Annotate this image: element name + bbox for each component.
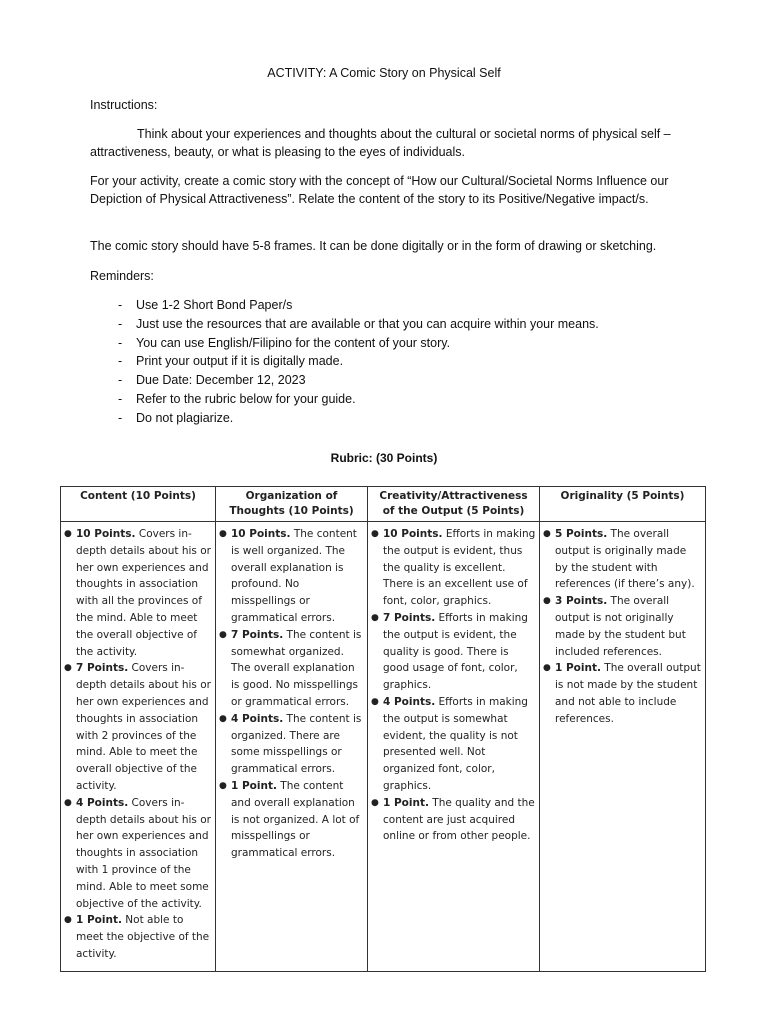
bullet-icon: ● bbox=[371, 529, 379, 539]
reminder-item: - You can use English/Filipino for the content of your story. bbox=[118, 335, 451, 350]
reminder-item: - Use 1-2 Short Bond Paper/s bbox=[118, 298, 293, 312]
criterion-item: ● 5 Points. The overall output is originally made by the student with references (if there’s any). bbox=[543, 526, 702, 593]
bullet-icon: ● bbox=[64, 529, 72, 539]
reminder-item: - Due Date: December 12, 2023 bbox=[118, 373, 306, 388]
criterion-item: ● 7 Points. The content is somewhat organized. The overall explanation is good. No misspellings or grammatical errors. bbox=[219, 627, 364, 711]
bullet-icon: ● bbox=[219, 713, 227, 724]
content-criteria-cell bbox=[61, 522, 216, 972]
column-header-creativity: Creativity/Attractiveness of the Output (5 Points) bbox=[368, 487, 540, 522]
reminders-list bbox=[118, 296, 599, 428]
bullet-icon: ● bbox=[219, 529, 227, 539]
bullet-icon: ● bbox=[219, 629, 227, 640]
criterion-item: ● 1 Point. The quality and the content are just acquired online or from other people. bbox=[371, 795, 536, 845]
criterion-item: ● 1 Point. The overall output is not made by the student and not able to include references. bbox=[543, 660, 702, 727]
rubric-criteria-row bbox=[61, 522, 706, 972]
document-title: ACTIVITY: A Comic Story on Physical Self bbox=[267, 66, 501, 80]
creativity-criteria-cell bbox=[368, 522, 540, 972]
bullet-icon: ● bbox=[219, 780, 227, 791]
instructions-label: Instructions: bbox=[90, 98, 158, 112]
column-header-originality: Originality (5 Points) bbox=[540, 487, 706, 522]
rubric-header-row bbox=[61, 487, 706, 522]
criterion-item: ● 4 Points. Efforts in making the output is somewhat evident, the quality is not presented well. Not organized font, color, graphics. bbox=[371, 694, 536, 795]
column-header-organization: Organization of Thoughts (10 Points) bbox=[216, 487, 368, 522]
reminders-label: Reminders: bbox=[90, 269, 154, 283]
reminder-item: - Refer to the rubric below for your guide. bbox=[118, 391, 356, 406]
bullet-icon: ● bbox=[543, 596, 551, 607]
column-header-content: Content (10 Points) bbox=[61, 487, 216, 522]
reminder-item: - Print your output if it is digitally made. bbox=[118, 354, 344, 369]
bullet-icon: ● bbox=[543, 529, 551, 539]
instructions-paragraph-2: For your activity, create a comic story with the concept of “How our Cultural/Societal Norms Influence our Depiction of Physical Attractiveness”. Relate the content of the story to its Positive/Negative impact/s. bbox=[90, 174, 669, 206]
criterion-item: ● 1 Point. The content and overall explanation is not organized. A lot of misspellings or grammatical errors. bbox=[219, 778, 364, 862]
criterion-item: ● 10 Points. The content is well organized. The overall explanation is profound. No misspellings or grammatical errors. bbox=[219, 526, 364, 627]
criterion-item: ● 4 Points. Covers in-depth details about his or her own experiences and thoughts in association with 1 province of the mind. Able to meet some objective of the activity. bbox=[64, 795, 212, 913]
organization-criteria-cell bbox=[216, 522, 368, 972]
instructions-paragraph-1: Think about your experiences and thoughts about the cultural or societal norms of physical self – attractiveness, beauty, or what is pleasing to the eyes of individuals. bbox=[90, 127, 671, 159]
reminder-item: - Just use the resources that are available or that you can acquire within your means. bbox=[118, 316, 599, 331]
criterion-item: ● 10 Points. Efforts in making the output is evident, thus the quality is excellent. There is an excellent use of font, color, graphics. bbox=[371, 526, 536, 610]
reminder-item: - Do not plagiarize. bbox=[118, 410, 234, 425]
rubric-title: Rubric: (30 Points) bbox=[330, 451, 438, 465]
instructions-paragraph-3: The comic story should have 5-8 frames. It can be done digitally or in the form of drawing or sketching. bbox=[90, 239, 657, 253]
bullet-icon: ● bbox=[543, 663, 551, 674]
bullet-icon: ● bbox=[64, 663, 72, 674]
bullet-icon: ● bbox=[371, 696, 379, 707]
bullet-icon: ● bbox=[371, 797, 379, 808]
bullet-icon: ● bbox=[64, 797, 72, 808]
originality-criteria-cell bbox=[540, 522, 706, 972]
criterion-item: ● 10 Points. Covers in-depth details about his or her own experiences and thoughts in association with all the provinces of the mind. Able to meet the overall objective of the activity. bbox=[64, 526, 212, 660]
bullet-icon: ● bbox=[371, 612, 379, 623]
bullet-icon: ● bbox=[64, 915, 72, 926]
criterion-item: ● 3 Points. The overall output is not originally made by the student but included references. bbox=[543, 593, 702, 660]
criterion-item: ● 4 Points. The content is organized. There are some misspellings or grammatical errors. bbox=[219, 711, 364, 778]
criterion-item: ● 7 Points. Efforts in making the output is evident, the quality is good. There is good usage of font, color, graphics. bbox=[371, 610, 536, 694]
rubric-table bbox=[60, 486, 706, 972]
criterion-item: ● 1 Point. Not able to meet the objective of the activity. bbox=[64, 912, 212, 962]
criterion-item: ● 7 Points. Covers in-depth details about his or her own experiences and thoughts in association with 2 provinces of the mind. Able to meet the overall objective of the activity. bbox=[64, 660, 212, 794]
